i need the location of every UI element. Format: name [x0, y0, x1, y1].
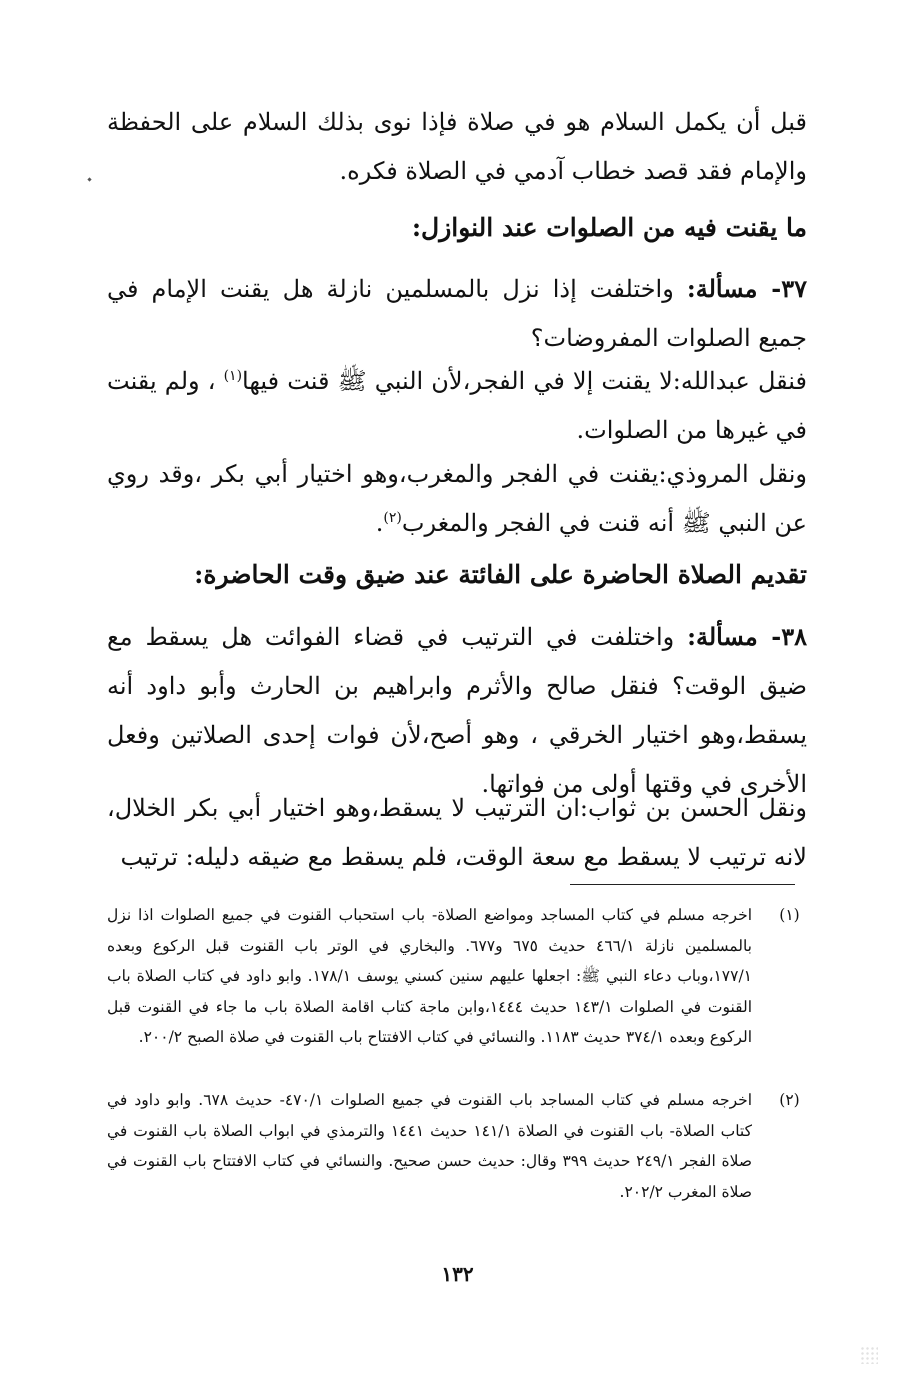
footnote-2-text: اخرجه مسلم في كتاب المساجد باب القنوت في جميع الصلوات ٤٧٠/١- حديث ٦٧٨. وابو داود في كتاب الصلاة- باب القنوت في الصلاة ١٤١/١ حديث ١٤٤١ والترمذي في ابواب الصلاة باب القنوت في صلاة الفجر ٢٤٩/١ حديث ٣٩٩ وقال: حديث حسن صحيح. والنسائي في كتاب الافتتاح باب القنوت في صلاة المغرب ٢٠٢/٢. — [107, 1091, 753, 1201]
scan-speck — [860, 1346, 878, 1364]
page-number: ١٣٢ — [441, 1262, 474, 1286]
footnote-1 — [107, 900, 807, 1053]
footnote-2 — [107, 1085, 807, 1207]
stray-mark — [87, 177, 91, 181]
issue-38-number: ٣٨- مسألة: — [687, 622, 808, 651]
issue-38-paragraph — [107, 612, 807, 809]
section-heading-tartib: تقديم الصلاة الحاضرة على الفائتة عند ضيق وقت الحاضرة: — [194, 560, 807, 589]
issue-37-number: ٣٧- مسألة: — [686, 274, 807, 303]
footnote-ref-1: (١) — [223, 368, 243, 384]
hasan-paragraph: ونقل الحسن بن ثواب:ان الترتيب لا يسقط،وهو اختيار أبي بكر الخلال، لانه ترتيب لا يسقط مع سعة الوقت، فلم يسقط مع ضيقه دليله: ترتيب — [107, 794, 807, 871]
marwazi-text-a: ونقل المروذي:يقنت في الفجر والمغرب،وهو اختيار أبي بكر ،وقد روي عن النبي ﷺ أنه قنت في الفجر والمغرب — [107, 460, 807, 537]
continuation-paragraph: قبل أن يكمل السلام هو في صلاة فإذا نوى بذلك السلام على الحفظة والإمام فقد قصد خطاب آدمي في الصلاة فكره. — [107, 108, 807, 185]
marwazi-paragraph — [107, 450, 807, 548]
marwazi-text-b: . — [375, 509, 384, 537]
issue-38-text: واختلفت في الترتيب في قضاء الفوائت هل يسقط مع ضيق الوقت؟ فنقل صالح والأثرم وابراهيم بن الحارث وأبو داود أنه يسقط،وهو اختيار الخرقي ، وهو أصح،لأن فوات إحدى الصلاتين وفعل الأخرى في وقتها أولى من فواتها. — [107, 623, 807, 798]
issue-37-paragraph — [107, 264, 807, 363]
section-heading-nawazil: ما يقنت فيه من الصلوات عند النوازل: — [411, 213, 807, 242]
footnote-ref-2: (٢) — [383, 510, 402, 526]
issue-37-text: واختلفت إذا نزل بالمسلمين نازلة هل يقنت الإمام في جميع الصلوات المفروضات؟ — [107, 275, 807, 352]
abdullah-text-b: ، ولم يقنت في غيرها من الصلوات. — [107, 367, 807, 444]
footnote-1-text: اخرجه مسلم في كتاب المساجد ومواضع الصلاة- باب استحباب القنوت في جميع الصلوات اذا نزل بالمسلمين نازلة ٤٦٦/١ حديث ٦٧٥ و٦٧٧. والبخاري في الوتر باب القنوت قبل الركوع وبعده ١٧٧/١،وباب دعاء النبي ﷺ: اجعلها عليهم سنين كسني يوسف ١٧٨/١. وابو داود في كتاب الصلاة باب القنوت في الصلوات ١٤٣/١ حديث ١٤٤٤،وابن ماجة كتاب اقامة الصلاة باب ما جاء في القنوت قبل الركوع وبعده ٣٧٤/١ حديث ١١٨٣. والنسائي في كتاب الافتتاح باب القنوت في صلاة الصبح ٢٠٠/٢. — [107, 906, 753, 1046]
footnote-1-number: (١) — [779, 906, 800, 924]
footnote-2-number: (٢) — [779, 1091, 800, 1109]
footnote-separator — [570, 884, 795, 885]
abdullah-paragraph — [107, 357, 807, 455]
abdullah-text-a: فنقل عبدالله:لا يقنت إلا في الفجر،لأن النبي ﷺ قنت فيها — [242, 367, 807, 395]
